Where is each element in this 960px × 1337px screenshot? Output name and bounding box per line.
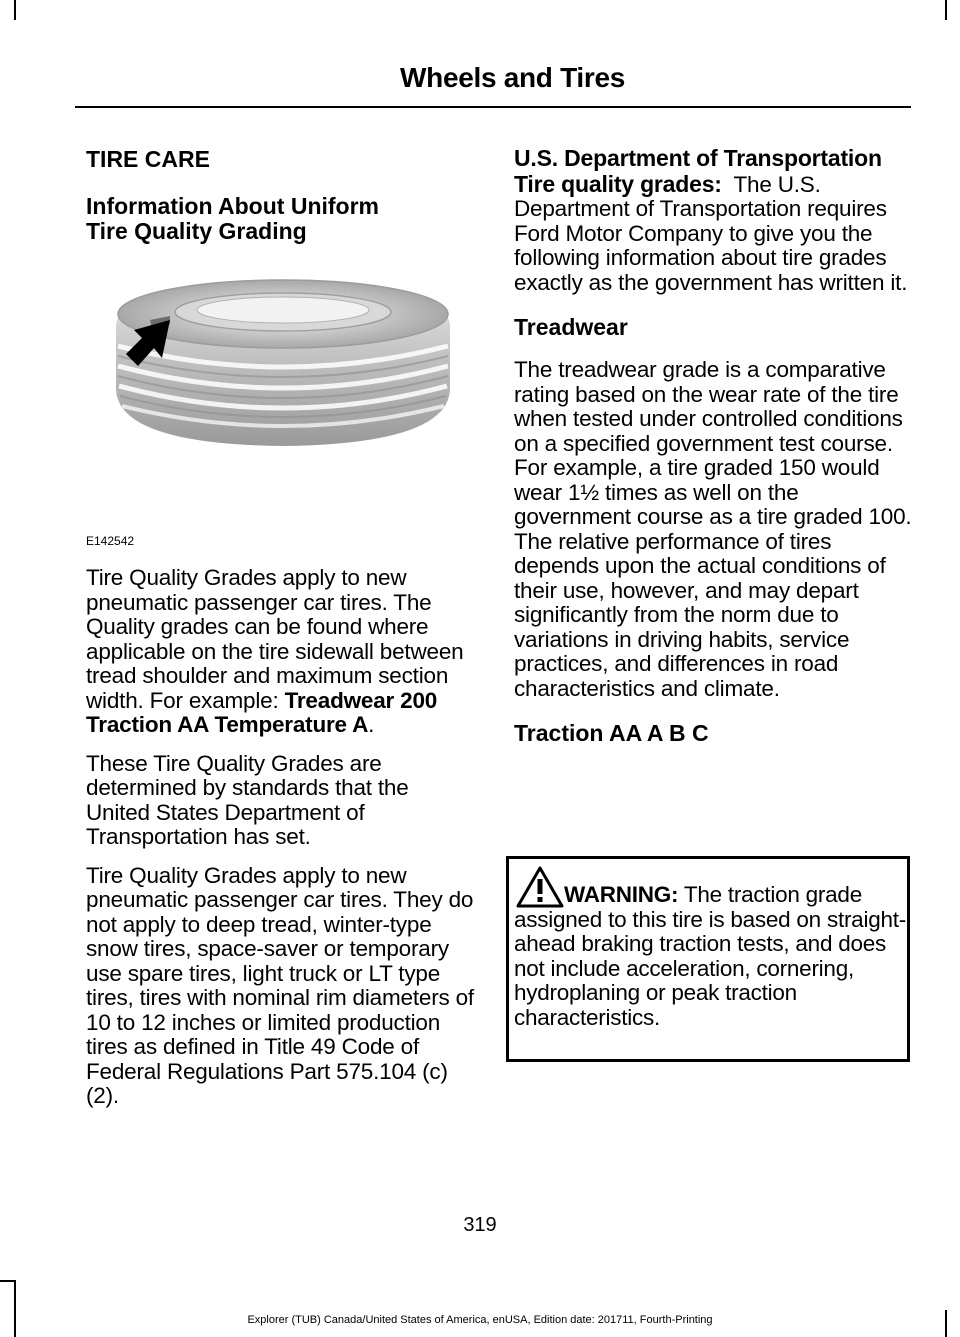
paragraph-exclusions: Tire Quality Grades apply to new pneumatic passenger car tires. They do not apply to deep tread, winter-type snow tires, space-saver or temporary use spare tires, light truck or LT type tires, tires with nominal rim diameters of 10 to 12 inches or limited production tires as defined in Title 49 Code of Federal Regulations Part 575.104 (c)(2). [86,862,474,1108]
page-number: 319 [463,1214,497,1236]
subsection-title-line1: Information About Uniform [86,193,379,219]
paragraph-standards: These Tire Quality Grades are determined by standards that the United States Department of Transportation has set. [86,750,409,849]
warning-box [506,856,910,1062]
paragraph-dot [514,146,916,295]
tire-illustration [112,268,454,458]
paragraph-quality-grades [86,566,478,738]
section-title: TIRE CARE [86,146,210,172]
crop-mark [945,0,947,20]
crop-mark [14,1280,16,1337]
paragraph-text: Tire Quality Grades apply to new pneumatic passenger car tires. The Quality grades can be found where applicable on the tire sidewall between tread shoulder and maximum section width. For example: [86,565,464,713]
subsection-title [86,194,478,244]
crop-mark [0,1280,16,1282]
footer: Explorer (TUB) Canada/United States of America, enUSA, Edition date: 201711, Fourth-Printing [247,1314,713,1326]
paragraph-end: . [368,712,375,737]
warning-body: The traction grade assigned to this tire is based on straight-ahead braking traction tests, and does not include acceleration, cornering, hydroplaning or peak traction characteristics. [514,882,906,1030]
tire-figure [86,262,478,554]
treadwear-heading: Treadwear [514,314,628,340]
warning-text [514,883,906,1030]
warning-label: WARNING: [564,882,679,907]
crop-mark [14,0,16,20]
figure-id: E142542 [86,534,135,548]
header-rule [75,106,911,108]
dot-heading: U.S. Department of Transportation Tire quality grades: [514,145,882,197]
traction-heading: Traction AA A B C [514,720,709,746]
subsection-title-line2: Tire Quality Grading [86,218,307,244]
dot-text: The U.S. Department of Transportation requires Ford Motor Company to give you the following information about tire grades exactly as the government has written it. [514,171,908,295]
example-grades: Treadwear 200 Traction AA Temperature A [86,687,438,737]
right-column [514,146,916,764]
left-column [86,146,478,1123]
page-title: Wheels and Tires [400,62,625,93]
paragraph-treadwear: The treadwear grade is a comparative rating based on the wear rate of the tire when tested under controlled conditions on a specified government test course. For example, a tire graded 150 would wear 1½ times as well on the government course as a tire graded 100. The relative performance of tires depends upon the actual conditions of their use, however, and may depart significantly from the norm due to variations in driving habits, service practices, and differences in road characteristics and climate. [514,357,912,701]
